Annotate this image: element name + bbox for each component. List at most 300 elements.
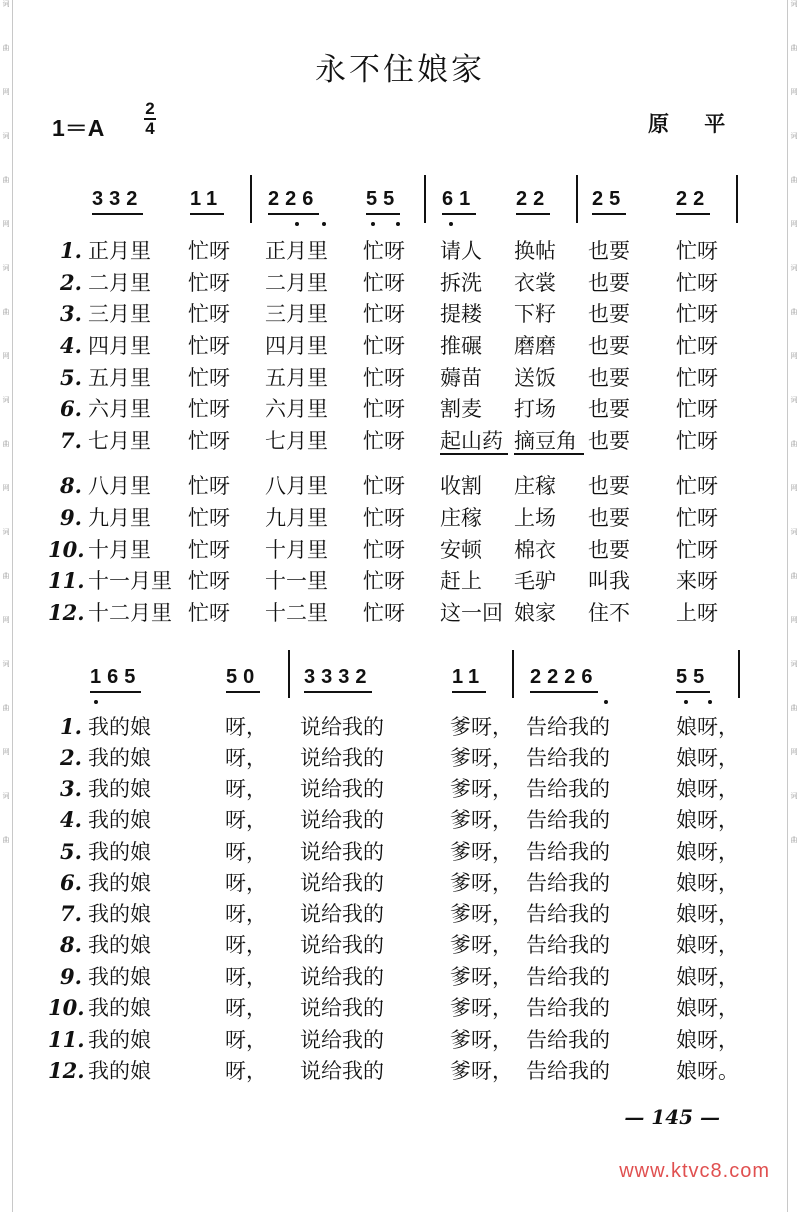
- lyric-row: [0, 331, 800, 361]
- side-watermark-char: 网: [790, 616, 798, 624]
- lyric-word: 九月里: [265, 506, 328, 530]
- lyric-word: 爹呀，: [450, 933, 513, 957]
- lyric-word: 忙呀: [188, 474, 230, 498]
- lyric-row: [0, 774, 800, 804]
- notation-group: 165: [90, 666, 142, 688]
- lyric-word: 毛驴: [514, 569, 556, 593]
- beam-underline: [676, 691, 710, 693]
- lyric-word: 九月里: [88, 506, 151, 530]
- low-octave-dot: [371, 222, 375, 226]
- lyric-word: 娘呀，: [676, 871, 739, 895]
- barline: [250, 175, 252, 223]
- lyric-word: 二月里: [265, 271, 328, 295]
- lyric-word: 忙呀: [676, 239, 718, 263]
- lyric-row: [0, 868, 800, 898]
- lyric-word: 也要: [588, 302, 630, 326]
- low-octave-dot: [322, 222, 326, 226]
- lyric-word: 说给我的: [300, 933, 384, 957]
- lyric-word: 忙呀: [188, 429, 230, 453]
- lyric-word: 这一回: [440, 601, 503, 625]
- lyric-word: 忙呀: [188, 334, 230, 358]
- lyric-row: [0, 962, 800, 992]
- lyric-word: 呀，: [225, 777, 267, 801]
- barline: [288, 650, 290, 698]
- lyric-word: 三月里: [265, 302, 328, 326]
- lyric-word: 娘呀，: [676, 840, 739, 864]
- slur-underline: [440, 453, 508, 455]
- notation-group: 11: [452, 666, 486, 688]
- lyric-word: 告给我的: [526, 1059, 610, 1083]
- notation-group: 226: [268, 188, 320, 210]
- lyric-word: 爹呀，: [450, 746, 513, 770]
- verse-number: 7.: [60, 428, 82, 453]
- lyric-word: 庄稼: [440, 506, 482, 530]
- lyric-word: 娘呀，: [676, 715, 739, 739]
- lyric-word: 娘呀，: [676, 902, 739, 926]
- lyric-word: 上场: [514, 506, 556, 530]
- lyric-word: 忙呀: [676, 366, 718, 390]
- verse-number: 9.: [60, 964, 82, 989]
- side-watermark-char: 词: [790, 792, 798, 800]
- side-watermark-char: 曲: [2, 836, 10, 844]
- low-octave-dot: [94, 700, 98, 704]
- lyric-word: 割麦: [440, 397, 482, 421]
- side-watermark-char: 词: [2, 792, 10, 800]
- lyric-word: 呀，: [225, 933, 267, 957]
- lyric-word: 我的娘: [88, 840, 151, 864]
- lyric-word: 告给我的: [526, 933, 610, 957]
- notation-group: 332: [92, 188, 144, 210]
- lyric-word: 忙呀: [188, 538, 230, 562]
- lyric-word: 请人: [440, 239, 482, 263]
- side-watermark-char: 网: [790, 748, 798, 756]
- lyric-word: 告给我的: [526, 808, 610, 832]
- notation-group: 55: [676, 666, 711, 688]
- website-watermark[interactable]: www.ktvc8.com: [619, 1160, 770, 1182]
- verse-number: 1.: [60, 238, 82, 263]
- lyric-word: 忙呀: [363, 302, 405, 326]
- lyric-row: [0, 899, 800, 929]
- lyric-word: 收割: [440, 474, 482, 498]
- lyric-word: 爹呀，: [450, 965, 513, 989]
- lyric-word: 衣裳: [514, 271, 556, 295]
- lyric-word: 爹呀，: [450, 808, 513, 832]
- lyric-word: 我的娘: [88, 808, 151, 832]
- lyric-word: 说给我的: [300, 746, 384, 770]
- lyric-word: 拆洗: [440, 271, 482, 295]
- lyric-word: 呀，: [225, 746, 267, 770]
- lyric-row: [0, 805, 800, 835]
- low-octave-dot: [449, 222, 453, 226]
- lyric-word: 娘呀，: [676, 933, 739, 957]
- lyric-row: [0, 930, 800, 960]
- verse-number: 9.: [60, 505, 82, 530]
- lyric-word: 娘呀，: [676, 996, 739, 1020]
- page-number: — 145 —: [624, 1105, 720, 1129]
- beam-underline: [516, 213, 550, 215]
- lyric-word: 忙呀: [676, 397, 718, 421]
- side-watermark-char: 词: [790, 660, 798, 668]
- side-watermark-char: 曲: [2, 572, 10, 580]
- lyric-word: 说给我的: [300, 996, 384, 1020]
- beam-underline: [366, 213, 400, 215]
- verse-number: 6.: [60, 396, 82, 421]
- lyric-row: [0, 566, 800, 596]
- lyric-word: 爹呀，: [450, 1059, 513, 1083]
- notation-group: 25: [592, 188, 627, 210]
- lyric-word: 告给我的: [526, 1028, 610, 1052]
- lyric-word: 十一月里: [88, 569, 172, 593]
- verse-number: 11.: [48, 568, 85, 593]
- lyric-word: 娘呀，: [676, 746, 739, 770]
- lyric-word: 也要: [588, 429, 630, 453]
- lyric-word: 换帖: [514, 239, 556, 263]
- side-watermark-char: 词: [790, 0, 798, 8]
- lyric-row: [0, 743, 800, 773]
- lyric-word: 忙呀: [188, 271, 230, 295]
- lyric-row: [0, 299, 800, 329]
- lyric-word: 爹呀，: [450, 1028, 513, 1052]
- lyric-word: 也要: [588, 474, 630, 498]
- lyric-word: 忙呀: [676, 302, 718, 326]
- side-watermark-char: 曲: [790, 572, 798, 580]
- lyric-word: 娘呀。: [676, 1059, 739, 1083]
- side-watermark-char: 曲: [2, 440, 10, 448]
- low-octave-dot: [708, 700, 712, 704]
- lyric-word: 告给我的: [526, 871, 610, 895]
- lyric-word: 告给我的: [526, 777, 610, 801]
- side-watermark-char: 词: [790, 132, 798, 140]
- lyric-word: 我的娘: [88, 746, 151, 770]
- lyric-word: 十月里: [88, 538, 151, 562]
- side-watermark-char: 词: [2, 660, 10, 668]
- lyric-word: 起山药: [440, 429, 503, 453]
- lyric-row: [0, 837, 800, 867]
- side-watermark-char: 曲: [790, 44, 798, 52]
- lyric-row: [0, 1056, 800, 1086]
- lyric-row: [0, 426, 800, 456]
- lyric-word: 忙呀: [188, 506, 230, 530]
- lyric-word: 说给我的: [300, 1028, 384, 1052]
- lyric-word: 也要: [588, 397, 630, 421]
- lyric-word: 忙呀: [676, 429, 718, 453]
- notation-group: 3332: [304, 666, 373, 688]
- verse-number: 2.: [60, 745, 82, 770]
- lyric-word: 十二月里: [88, 601, 172, 625]
- verse-number: 10.: [48, 537, 85, 562]
- lyric-word: 上呀: [676, 601, 718, 625]
- side-watermark-char: 网: [2, 352, 10, 360]
- lyric-word: 忙呀: [188, 569, 230, 593]
- lyric-word: 六月里: [88, 397, 151, 421]
- lyric-word: 我的娘: [88, 933, 151, 957]
- lyric-row: [0, 598, 800, 628]
- side-watermark-char: 词: [2, 264, 10, 272]
- author: 原 平: [648, 111, 740, 136]
- lyric-row: [0, 503, 800, 533]
- lyric-word: 我的娘: [88, 996, 151, 1020]
- side-watermark-char: 词: [790, 528, 798, 536]
- low-octave-dot: [295, 222, 299, 226]
- lyric-word: 说给我的: [300, 808, 384, 832]
- beam-underline: [190, 213, 224, 215]
- verse-number: 10.: [48, 995, 85, 1020]
- barline: [512, 650, 514, 698]
- lyric-word: 说给我的: [300, 902, 384, 926]
- lyric-word: 忙呀: [188, 397, 230, 421]
- lyric-word: 住不: [588, 601, 630, 625]
- lyric-word: 也要: [588, 366, 630, 390]
- lyric-row: [0, 363, 800, 393]
- lyric-word: 也要: [588, 334, 630, 358]
- lyric-word: 下籽: [514, 302, 556, 326]
- lyric-word: 十月里: [265, 538, 328, 562]
- lyric-word: 说给我的: [300, 777, 384, 801]
- lyric-word: 告给我的: [526, 746, 610, 770]
- song-title: 永不住娘家: [315, 52, 485, 88]
- lyric-word: 呀，: [225, 871, 267, 895]
- side-watermark-char: 曲: [2, 704, 10, 712]
- lyric-word: 来呀: [676, 569, 718, 593]
- barline: [738, 650, 740, 698]
- lyric-word: 也要: [588, 538, 630, 562]
- lyric-row: [0, 236, 800, 266]
- lyric-word: 我的娘: [88, 1059, 151, 1083]
- side-watermark-char: 词: [790, 264, 798, 272]
- side-watermark-char: 网: [2, 616, 10, 624]
- side-watermark-char: 网: [2, 220, 10, 228]
- side-watermark-char: 曲: [790, 836, 798, 844]
- side-watermark-char: 网: [790, 352, 798, 360]
- lyric-word: 忙呀: [363, 538, 405, 562]
- lyric-word: 安顿: [440, 538, 482, 562]
- lyric-word: 忙呀: [363, 397, 405, 421]
- side-watermark-char: 词: [2, 0, 10, 8]
- lyric-word: 十一里: [265, 569, 328, 593]
- verse-number: 2.: [60, 270, 82, 295]
- lyric-word: 推碾: [440, 334, 482, 358]
- lyric-word: 我的娘: [88, 777, 151, 801]
- lyric-word: 八月里: [265, 474, 328, 498]
- lyric-row: [0, 712, 800, 742]
- lyric-word: 忙呀: [676, 506, 718, 530]
- verse-number: 11.: [48, 1027, 85, 1052]
- beam-underline: [304, 691, 372, 693]
- lyric-word: 七月里: [88, 429, 151, 453]
- side-watermark-char: 曲: [790, 308, 798, 316]
- time-signature: [144, 100, 156, 138]
- notation-group: 11: [190, 188, 224, 210]
- lyric-word: 忙呀: [676, 474, 718, 498]
- notation-group: 2226: [530, 666, 599, 688]
- verse-number: 1.: [60, 714, 82, 739]
- meter-bottom: 4: [145, 119, 155, 138]
- lyric-word: 也要: [588, 239, 630, 263]
- lyric-word: 棉衣: [514, 538, 556, 562]
- lyric-word: 忙呀: [676, 271, 718, 295]
- lyric-word: 也要: [588, 506, 630, 530]
- lyric-word: 告给我的: [526, 715, 610, 739]
- lyric-word: 正月里: [88, 239, 151, 263]
- verse-number: 3.: [60, 301, 82, 326]
- lyric-word: 忙呀: [363, 601, 405, 625]
- side-watermark-char: 词: [2, 396, 10, 404]
- lyric-word: 爹呀，: [450, 777, 513, 801]
- side-watermark-char: 曲: [790, 176, 798, 184]
- lyric-word: 提耧: [440, 302, 482, 326]
- lyric-word: 叫我: [588, 569, 630, 593]
- lyric-word: 告给我的: [526, 996, 610, 1020]
- lyric-word: 三月里: [88, 302, 151, 326]
- low-octave-dot: [604, 700, 608, 704]
- lyric-row: [0, 394, 800, 424]
- low-octave-dot: [684, 700, 688, 704]
- lyric-word: 磨磨: [514, 334, 556, 358]
- beam-underline: [90, 691, 141, 693]
- verse-number: 4.: [60, 807, 82, 832]
- lyric-word: 说给我的: [300, 715, 384, 739]
- verse-number: 7.: [60, 901, 82, 926]
- beam-underline: [226, 691, 260, 693]
- lyric-word: 四月里: [265, 334, 328, 358]
- side-watermark-char: 网: [790, 88, 798, 96]
- lyric-word: 呀，: [225, 1028, 267, 1052]
- lyric-word: 说给我的: [300, 965, 384, 989]
- lyric-word: 娘呀，: [676, 777, 739, 801]
- lyric-word: 忙呀: [676, 538, 718, 562]
- side-watermark-char: 曲: [790, 704, 798, 712]
- lyric-word: 五月里: [265, 366, 328, 390]
- lyric-word: 庄稼: [514, 474, 556, 498]
- barline: [736, 175, 738, 223]
- lyric-word: 忙呀: [363, 569, 405, 593]
- beam-underline: [452, 691, 486, 693]
- barline: [424, 175, 426, 223]
- lyric-word: 忙呀: [363, 506, 405, 530]
- lyric-word: 正月里: [265, 239, 328, 263]
- lyric-word: 忙呀: [363, 334, 405, 358]
- lyric-word: 我的娘: [88, 902, 151, 926]
- side-watermark-char: 词: [790, 396, 798, 404]
- lyric-word: 告给我的: [526, 902, 610, 926]
- side-watermark-char: 网: [790, 484, 798, 492]
- lyric-word: 娘呀，: [676, 808, 739, 832]
- lyric-word: 娘呀，: [676, 1028, 739, 1052]
- side-watermark-char: 曲: [2, 176, 10, 184]
- lyric-word: 爹呀，: [450, 996, 513, 1020]
- side-watermark-char: 词: [2, 132, 10, 140]
- lyric-word: 五月里: [88, 366, 151, 390]
- verse-number: 5.: [60, 839, 82, 864]
- lyric-word: 说给我的: [300, 871, 384, 895]
- lyric-word: 摘豆角: [514, 429, 577, 453]
- verse-number: 12.: [48, 1058, 85, 1083]
- beam-underline: [530, 691, 598, 693]
- key-signature: 1＝A: [52, 115, 105, 141]
- lyric-word: 我的娘: [88, 871, 151, 895]
- verse-number: 6.: [60, 870, 82, 895]
- barline: [576, 175, 578, 223]
- notation-group: 22: [676, 188, 711, 210]
- side-watermark-char: 曲: [2, 308, 10, 316]
- lyric-word: 忙呀: [363, 366, 405, 390]
- lyric-word: 呀，: [225, 965, 267, 989]
- lyric-word: 忙呀: [676, 334, 718, 358]
- lyric-word: 我的娘: [88, 715, 151, 739]
- lyric-word: 呀，: [225, 715, 267, 739]
- lyric-word: 四月里: [88, 334, 151, 358]
- lyric-word: 呀，: [225, 1059, 267, 1083]
- lyric-word: 说给我的: [300, 1059, 384, 1083]
- beam-underline: [268, 213, 319, 215]
- lyric-word: 我的娘: [88, 1028, 151, 1052]
- notation-group: 50: [226, 666, 261, 688]
- side-watermark-char: 网: [790, 220, 798, 228]
- side-watermark-char: 网: [2, 88, 10, 96]
- side-watermark-char: 词: [2, 528, 10, 536]
- lyric-word: 送饭: [514, 366, 556, 390]
- lyric-word: 呀，: [225, 996, 267, 1020]
- beam-underline: [92, 213, 143, 215]
- beam-underline: [676, 213, 710, 215]
- lyric-word: 忙呀: [188, 601, 230, 625]
- lyric-word: 呀，: [225, 840, 267, 864]
- beam-underline: [592, 213, 626, 215]
- verse-number: 3.: [60, 776, 82, 801]
- verse-number: 4.: [60, 333, 82, 358]
- lyric-word: 赶上: [440, 569, 482, 593]
- lyric-row: [0, 1025, 800, 1055]
- verse-number: 5.: [60, 365, 82, 390]
- lyric-word: 二月里: [88, 271, 151, 295]
- low-octave-dot: [396, 222, 400, 226]
- lyric-word: 爹呀，: [450, 871, 513, 895]
- lyric-word: 忙呀: [188, 366, 230, 390]
- lyric-word: 呀，: [225, 808, 267, 832]
- lyric-word: 我的娘: [88, 965, 151, 989]
- lyric-word: 告给我的: [526, 965, 610, 989]
- lyric-word: 忙呀: [363, 239, 405, 263]
- lyric-word: 六月里: [265, 397, 328, 421]
- lyric-word: 呀，: [225, 902, 267, 926]
- lyric-word: 娘家: [514, 601, 556, 625]
- side-watermark-char: 曲: [790, 440, 798, 448]
- meter-top: 2: [145, 99, 155, 118]
- notation-group: 55: [366, 188, 401, 210]
- verse-number: 12.: [48, 600, 85, 625]
- lyric-row: [0, 268, 800, 298]
- lyric-word: 娘呀，: [676, 965, 739, 989]
- lyric-row: [0, 471, 800, 501]
- verse-number: 8.: [60, 473, 82, 498]
- lyric-word: 七月里: [265, 429, 328, 453]
- lyric-word: 也要: [588, 271, 630, 295]
- lyric-word: 薅苗: [440, 366, 482, 390]
- lyric-word: 爹呀，: [450, 715, 513, 739]
- beam-underline: [442, 213, 476, 215]
- lyric-word: 说给我的: [300, 840, 384, 864]
- lyric-word: 忙呀: [363, 474, 405, 498]
- lyric-word: 忙呀: [363, 271, 405, 295]
- lyric-word: 十二里: [265, 601, 328, 625]
- side-watermark-char: 网: [2, 484, 10, 492]
- notation-group: 61: [442, 188, 477, 210]
- notation-group: 22: [516, 188, 551, 210]
- lyric-word: 忙呀: [188, 239, 230, 263]
- lyric-word: 打场: [514, 397, 556, 421]
- verse-number: 8.: [60, 932, 82, 957]
- lyric-word: 忙呀: [188, 302, 230, 326]
